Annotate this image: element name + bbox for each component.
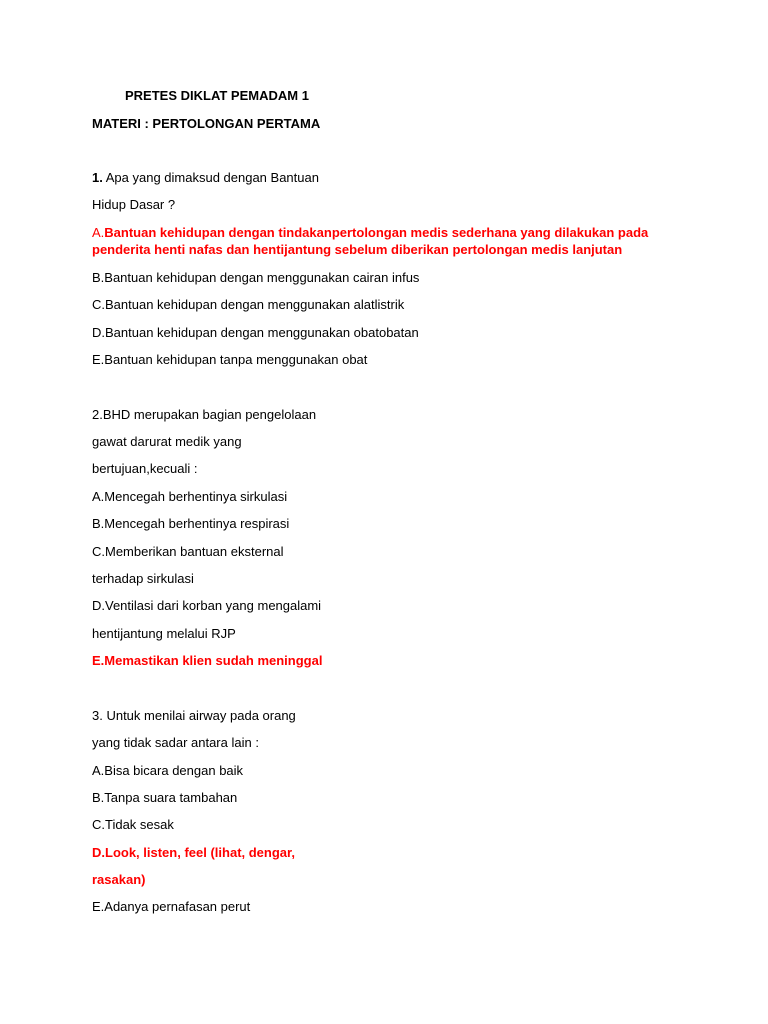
question-1-option-a-answer: Bantuan kehidupan dengan tindakanpertolongan medis sederhana yang dilakukan pada bbox=[104, 225, 649, 240]
question-3-option-d-answer-line-1: D.Look, listen, feel (lihat, dengar, bbox=[92, 845, 295, 860]
question-2-line-2: gawat darurat medik yang bbox=[92, 434, 242, 449]
question-3-option-a: A.Bisa bicara dengan baik bbox=[92, 763, 244, 778]
question-3-option-e: E.Adanya pernafasan perut bbox=[92, 899, 251, 914]
document-subtitle: MATERI : PERTOLONGAN PERTAMA bbox=[92, 116, 321, 131]
question-2-option-c-line-2: terhadap sirkulasi bbox=[92, 571, 194, 586]
question-1-option-d: D.Bantuan kehidupan dengan menggunakan obatobatan bbox=[92, 325, 419, 340]
question-1-option-c: C.Bantuan kehidupan dengan menggunakan alatlistrik bbox=[92, 297, 405, 312]
question-1-text: Apa yang dimaksud dengan Bantuan bbox=[102, 170, 319, 185]
question-1-option-b: B.Bantuan kehidupan dengan menggunakan cairan infus bbox=[92, 270, 420, 285]
question-1-option-e: E.Bantuan kehidupan tanpa menggunakan obat bbox=[92, 352, 368, 367]
question-2-option-c-line-1: C.Memberikan bantuan eksternal bbox=[92, 544, 284, 559]
document-title: PRETES DIKLAT PEMADAM 1 bbox=[125, 88, 309, 103]
question-3-line-2: yang tidak sadar antara lain : bbox=[92, 735, 259, 750]
question-2-option-e-answer: E.Memastikan klien sudah meninggal bbox=[92, 653, 323, 668]
question-1-option-a-line-2: penderita henti nafas dan hentijantung sebelum diberikan pertolongan medis lanjutan bbox=[92, 242, 623, 257]
question-1-option-a-prefix: A. bbox=[92, 225, 105, 240]
question-3-option-c: C.Tidak sesak bbox=[92, 817, 174, 832]
question-2-option-b: B.Mencegah berhentinya respirasi bbox=[92, 516, 290, 531]
question-1-option-a-line-1 bbox=[92, 225, 648, 241]
question-2-line-3: bertujuan,kecuali : bbox=[92, 461, 198, 476]
question-3-line-1: 3. Untuk menilai airway pada orang bbox=[92, 708, 296, 723]
question-1-line-1 bbox=[92, 170, 319, 186]
question-1-number: 1. bbox=[92, 170, 103, 185]
question-2-line-1: 2.BHD merupakan bagian pengelolaan bbox=[92, 407, 317, 422]
question-3-option-d-answer-line-2: rasakan) bbox=[92, 872, 146, 887]
question-2-option-d-line-2: hentijantung melalui RJP bbox=[92, 626, 236, 641]
question-1-line-2: Hidup Dasar ? bbox=[92, 197, 176, 212]
question-2-option-d-line-1: D.Ventilasi dari korban yang mengalami bbox=[92, 598, 322, 613]
question-3-option-b: B.Tanpa suara tambahan bbox=[92, 790, 238, 805]
question-2-option-a: A.Mencegah berhentinya sirkulasi bbox=[92, 489, 288, 504]
